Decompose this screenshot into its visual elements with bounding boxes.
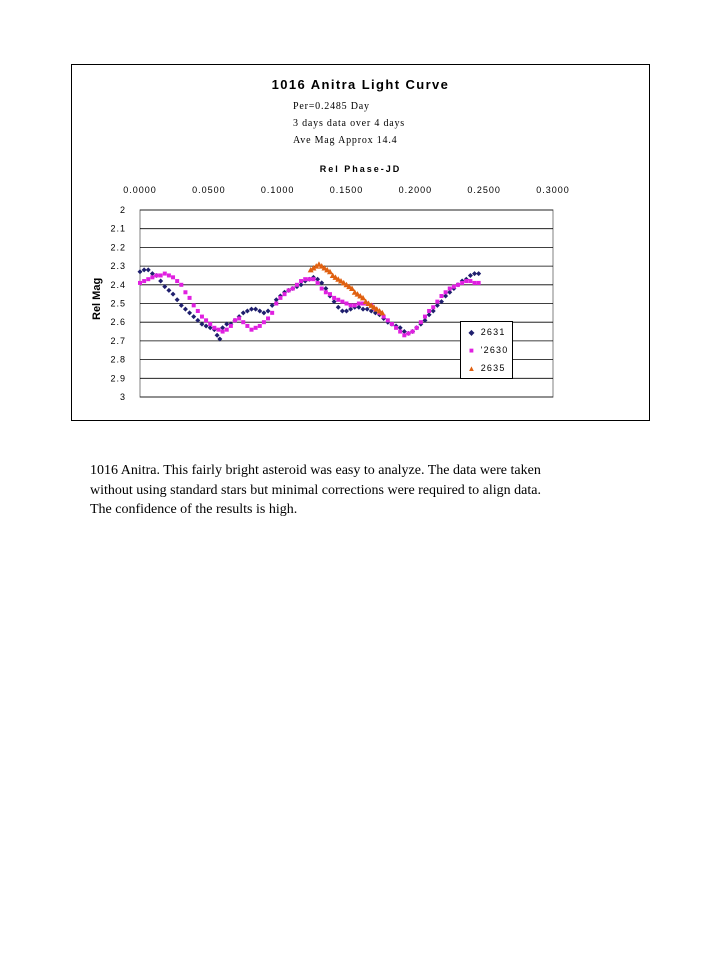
data-point-square <box>150 275 154 279</box>
caption-line: without using standard stars but minimal corrections were required to align data. <box>90 482 541 498</box>
x-tick-label: 0.1000 <box>260 185 295 195</box>
data-point-square <box>142 279 146 283</box>
data-point-square <box>415 326 419 330</box>
y-tick-label: 3 <box>119 392 126 402</box>
data-point-square <box>283 292 287 296</box>
data-point-square <box>345 302 349 306</box>
y-tick-label: 2.7 <box>110 335 126 346</box>
data-point-square <box>146 277 150 281</box>
data-point-square <box>155 273 159 277</box>
chart-subtitle-avg-mag: Ave Mag Approx 14.4 <box>293 135 398 146</box>
data-point-square <box>196 309 200 313</box>
data-point-square <box>473 281 477 285</box>
data-point-square <box>477 281 481 285</box>
data-point-square <box>299 279 303 283</box>
caption-line: The confidence of the results is high. <box>90 502 298 517</box>
data-point-square <box>456 283 460 287</box>
data-point-square <box>316 281 320 285</box>
data-point-square <box>419 320 423 324</box>
data-point-square <box>394 326 398 330</box>
data-point-square <box>402 333 406 337</box>
data-point-square <box>274 302 278 306</box>
data-point-square <box>332 296 336 300</box>
x-axis-title: Rel Phase-JD <box>319 164 402 174</box>
caption <box>90 461 630 520</box>
data-point-square <box>340 300 344 304</box>
chart-subtitle-data-span: 3 days data over 4 days <box>293 118 405 129</box>
y-tick-label: 2.4 <box>110 279 126 290</box>
data-point-square <box>229 324 233 328</box>
data-point-square <box>225 328 229 332</box>
data-point-square <box>208 322 212 326</box>
scatter-plot <box>72 65 649 420</box>
data-point-square <box>328 292 332 296</box>
legend-triangle-marker: ▲ <box>467 364 477 373</box>
data-point-square <box>188 296 192 300</box>
data-point-square <box>179 283 183 287</box>
data-point-square <box>427 309 431 313</box>
data-point-square <box>258 324 262 328</box>
chart-subtitle-period: Per=0.2485 Day <box>293 101 370 112</box>
data-point-square <box>163 272 167 276</box>
y-axis-title: Rel Mag <box>91 277 103 320</box>
data-point-square <box>460 281 464 285</box>
legend-item-2630 <box>467 343 508 357</box>
data-point-square <box>357 302 361 306</box>
legend-label: '2630 <box>480 345 509 355</box>
data-point-square <box>444 290 448 294</box>
data-point-square <box>159 273 163 277</box>
caption-line: 1016 Anitra. This fairly bright asteroid was easy to analyze. The data were taken <box>90 463 541 478</box>
data-point-square <box>167 273 171 277</box>
data-point-square <box>262 320 266 324</box>
y-tick-label: 2.1 <box>110 223 126 234</box>
data-point-square <box>431 305 435 309</box>
data-point-square <box>175 279 179 283</box>
legend-diamond-marker: ◆ <box>468 328 476 337</box>
data-point-square <box>320 287 324 291</box>
data-point-square <box>295 283 299 287</box>
legend-label: 2631 <box>480 327 506 337</box>
data-point-square <box>464 279 468 283</box>
data-point-square <box>171 275 175 279</box>
data-point-square <box>241 320 245 324</box>
data-point-square <box>311 277 315 281</box>
chart-frame <box>71 64 650 421</box>
y-tick-label: 2 <box>119 205 126 215</box>
data-point-square <box>423 315 427 319</box>
data-point-square <box>324 290 328 294</box>
data-point-square <box>237 316 241 320</box>
data-point-square <box>452 285 456 289</box>
y-tick-label: 2.5 <box>110 298 126 309</box>
data-point-square <box>435 300 439 304</box>
data-point-square <box>200 315 204 319</box>
x-tick-label: 0.1500 <box>329 185 364 195</box>
x-tick-label: 0.0500 <box>192 185 226 195</box>
legend <box>460 321 513 379</box>
data-point-square <box>183 290 187 294</box>
x-tick-label: 0.2000 <box>398 185 433 195</box>
data-point-square <box>468 279 472 283</box>
data-point-square <box>390 322 394 326</box>
legend-label: 2635 <box>480 363 506 373</box>
data-point-square <box>439 294 443 298</box>
data-point-square <box>278 296 282 300</box>
y-tick-label: 2.8 <box>110 354 126 365</box>
x-tick-label: 0.2500 <box>467 185 501 195</box>
data-point-square <box>386 318 390 322</box>
data-point-square <box>270 311 274 315</box>
legend-item-2631 <box>467 325 506 339</box>
data-point-square <box>307 277 311 281</box>
data-point-square <box>398 330 402 334</box>
data-point-square <box>411 330 415 334</box>
data-point-square <box>287 288 291 292</box>
data-point-square <box>216 328 220 332</box>
data-point-square <box>192 303 196 307</box>
y-tick-label: 2.9 <box>110 373 126 384</box>
legend-square-marker: ■ <box>468 346 476 355</box>
x-tick-label: 0.3000 <box>536 185 570 195</box>
y-tick-label: 2.3 <box>110 261 126 272</box>
data-point-square <box>353 303 357 307</box>
chart-title: 1016 Anitra Light Curve <box>271 77 450 92</box>
data-point-square <box>254 326 258 330</box>
data-point-square <box>204 318 208 322</box>
data-point-square <box>250 328 254 332</box>
data-point-square <box>221 330 225 334</box>
data-point-square <box>336 298 340 302</box>
y-tick-label: 2.2 <box>110 242 126 253</box>
data-point-square <box>349 303 353 307</box>
legend-item-2635 <box>467 361 506 375</box>
data-point-square <box>291 287 295 291</box>
data-point-square <box>233 318 237 322</box>
y-tick-label: 2.6 <box>110 317 126 328</box>
data-point-square <box>448 287 452 291</box>
data-point-square <box>212 326 216 330</box>
data-point-square <box>303 277 307 281</box>
data-point-square <box>138 281 142 285</box>
data-point-square <box>266 316 270 320</box>
data-point-square <box>245 324 249 328</box>
x-tick-label: 0.0000 <box>123 185 157 195</box>
data-point-square <box>406 331 410 335</box>
